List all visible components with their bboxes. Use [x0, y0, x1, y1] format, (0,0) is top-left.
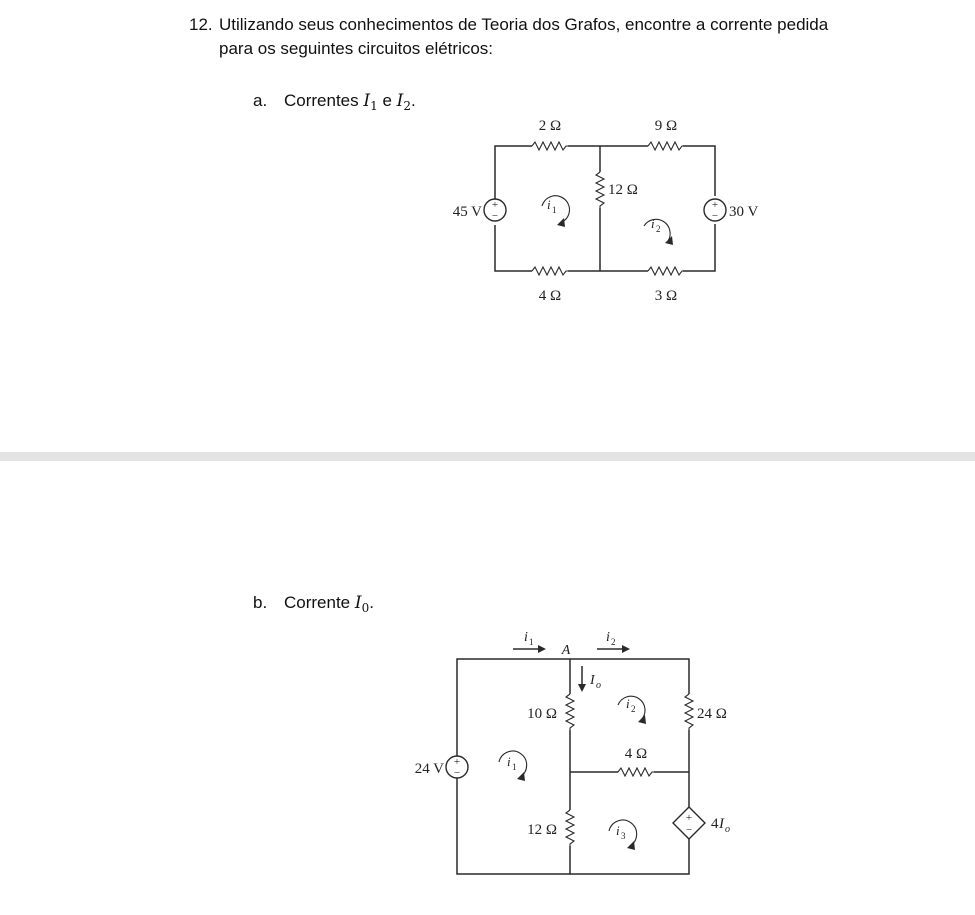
circuit-a-label-2ohm: 2 Ω — [538, 118, 562, 134]
circuit-a-resistor-9ohm — [648, 142, 683, 150]
circuit-a-resistor-4ohm — [532, 267, 568, 275]
item-a-conj: e — [382, 91, 392, 110]
item-b-var: I — [354, 593, 362, 613]
circuit-b-i2-label: i — [606, 630, 610, 645]
circuit-a-wire-top-right — [683, 146, 715, 196]
circuit-b-resistor-10ohm — [566, 694, 574, 730]
circuit-a-src-right-plus: + — [711, 199, 719, 211]
circuit-a-label-4ohm: 4 Ω — [538, 288, 562, 304]
circuit-b-mesh1-label: i — [507, 754, 511, 769]
document-page-1 — [0, 0, 975, 452]
circuit-a-resistor-3ohm — [648, 267, 683, 275]
item-b-label: Corrente — [284, 593, 351, 612]
circuit-a-label-30v: 30 V — [729, 204, 759, 220]
circuit-b-label-10ohm: 10 Ω — [527, 706, 557, 722]
item-a-var1: I — [363, 91, 371, 111]
circuit-b-wire-bottom-right — [570, 839, 689, 874]
circuit-b-io-label: I — [590, 673, 595, 688]
circuit-b-mesh1-sub: 1 — [512, 762, 517, 772]
circuit-b-dep-var: I — [719, 816, 724, 832]
circuit-b-mesh1-arrowhead — [517, 772, 525, 781]
page-separator — [0, 452, 975, 461]
circuit-a-wire-bottom-left — [495, 225, 532, 271]
question-text-line1: Utilizando seus conhecimentos de Teoria dos Grafos, encontre a corrente pedida — [219, 15, 829, 34]
circuit-b-dep-plus: + — [685, 812, 693, 824]
circuit-b-src-plus: + — [453, 756, 461, 768]
circuit-a-src-left-plus: + — [491, 199, 499, 211]
circuit-b-mesh2-arrowhead — [638, 715, 646, 724]
circuit-a-label-12ohm: 12 Ω — [608, 182, 638, 198]
circuit-b-resistor-24ohm — [685, 694, 693, 730]
circuit-b-i2-arrowhead — [622, 645, 630, 653]
circuit-a-wire-bottom-right — [683, 224, 715, 271]
circuit-b-mesh3-label: i — [616, 823, 620, 838]
item-b-sub: 0 — [361, 601, 370, 615]
circuit-a-mesh2-sub: 2 — [656, 224, 661, 234]
item-a-var2: I — [396, 91, 404, 111]
circuit-a-src-left-minus: − — [491, 210, 499, 222]
circuit-b-i1-sub: 1 — [529, 637, 534, 647]
item-a-end: . — [411, 91, 416, 110]
circuit-b-io-sub: o — [596, 680, 601, 691]
question-number: 12. — [189, 15, 213, 34]
item-a-letter: a. — [253, 91, 268, 110]
circuit-b-io-arrowhead — [578, 684, 586, 692]
circuit-b-diagram — [390, 614, 790, 884]
circuit-a-label-45v: 45 V — [452, 204, 482, 220]
circuit-a-wire-top-left — [495, 146, 532, 205]
circuit-b-i1-label: i — [524, 630, 528, 645]
circuit-b-mesh2-label: i — [626, 696, 630, 711]
circuit-b-i2-sub: 2 — [611, 637, 616, 647]
circuit-a-diagram — [420, 110, 790, 310]
question-text-line2: para os seguintes circuitos elétricos: — [219, 39, 494, 58]
item-a-heading — [253, 90, 416, 117]
circuit-b-i1-arrowhead — [538, 645, 546, 653]
item-a-sub2: 2 — [403, 99, 412, 113]
circuit-b-resistor-12ohm — [566, 810, 574, 846]
circuit-a-mesh1-sub: 1 — [552, 205, 557, 215]
circuit-b-node-a: A — [561, 643, 571, 658]
item-b-heading — [253, 592, 374, 619]
circuit-b-label-4ohm: 4 Ω — [624, 746, 648, 762]
circuit-a-mesh1-label: i — [547, 197, 551, 212]
circuit-b-mesh3-arrowhead — [627, 841, 635, 850]
circuit-b-label-12ohm: 12 Ω — [527, 822, 557, 838]
circuit-a-mesh1-arrowhead — [557, 218, 565, 227]
circuit-a-resistor-12ohm — [596, 172, 604, 208]
circuit-b-dep-minus: − — [685, 824, 693, 836]
circuit-a-resistor-2ohm — [532, 142, 568, 150]
circuit-a-label-9ohm: 9 Ω — [654, 118, 678, 134]
item-b-letter: b. — [253, 593, 268, 612]
circuit-b-resistor-4ohm — [618, 768, 654, 776]
circuit-b-mesh3-sub: 3 — [621, 831, 626, 841]
circuit-b-label-24v: 24 V — [414, 761, 444, 777]
item-a-label: Correntes — [284, 91, 359, 110]
circuit-a-mesh2-arrowhead — [665, 236, 673, 245]
circuit-b-src-minus: − — [453, 767, 461, 779]
item-a-sub1: 1 — [370, 99, 378, 113]
item-b-end: . — [369, 593, 374, 612]
circuit-b-dep-coef: 4 — [711, 816, 719, 832]
circuit-a-src-right-minus: − — [711, 210, 719, 222]
document-page-2 — [0, 461, 975, 915]
circuit-b-dep-sub: o — [725, 824, 730, 835]
circuit-a-mesh2-label: i — [651, 216, 655, 231]
circuit-b-label-24ohm: 24 Ω — [697, 706, 727, 722]
circuit-a-label-3ohm: 3 Ω — [654, 288, 678, 304]
circuit-b-mesh2-sub: 2 — [631, 704, 636, 714]
